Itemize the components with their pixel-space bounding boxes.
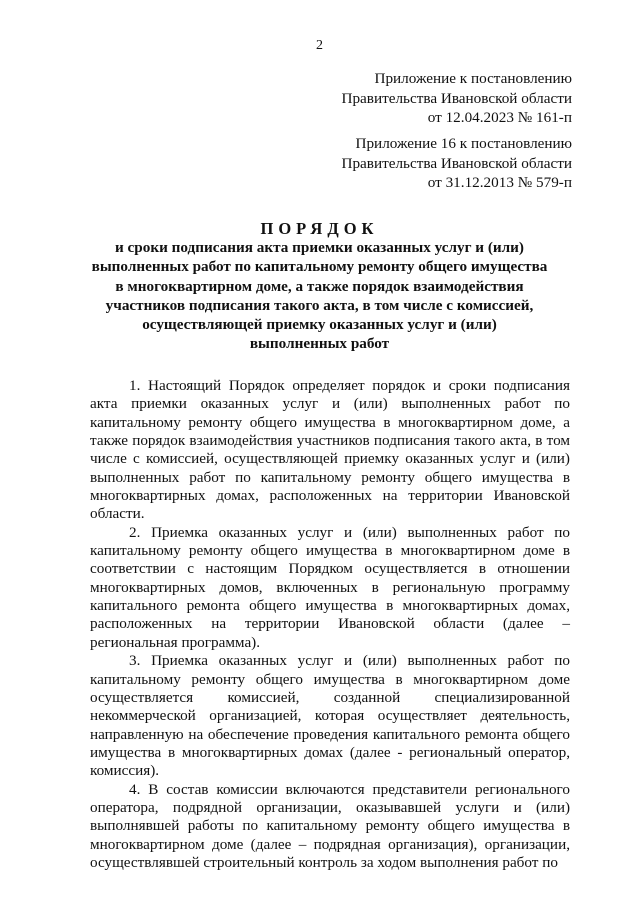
paragraph-2: 2. Приемка оказанных услуг и (или) выполненных работ по капитальному ремонту общего имущества в многоквартирном доме в соответствии с настоящим Порядком осуществляется в отношении многоквартирных домов, включенных в региональную программу капитального ремонта общего имущества в многоквартирных домах, расположенных на территории Ивановской области (далее – региональная программа). <box>90 523 570 651</box>
subtitle-line: участников подписания такого акта, в том числе с комиссией, <box>105 296 534 314</box>
page-number: 2 <box>316 38 323 53</box>
subtitle-line: в многоквартирном доме, а также порядок взаимодействия <box>115 277 524 295</box>
document-title: ПОРЯДОК <box>260 219 379 238</box>
appendix-line: Правительства Ивановской области <box>341 89 572 107</box>
appendix-line: от 12.04.2023 № 161-п <box>427 109 572 126</box>
document-subtitle <box>0 238 639 354</box>
appendix-line: от 31.12.2013 № 579-п <box>427 174 572 191</box>
appendix-header-current <box>342 69 573 128</box>
subtitle-line: осуществляющей приемку оказанных услуг и (или) <box>142 316 497 334</box>
appendix-line: Приложение к постановлению <box>374 70 572 87</box>
subtitle-line: и сроки подписания акта приемки оказанных услуг и (или) <box>115 239 524 256</box>
subtitle-line: выполненных работ <box>249 335 390 353</box>
paragraph-4: 4. В состав комиссии включаются представители регионального оператора, подрядной организации, оказывавшей услуги и (или) выполнявшей работы по капитальному ремонту общего имущества в многоквартирном доме (далее – подрядная организация), организации, осуществлявшей строительный контроль за ходом выполнения работ по <box>90 780 570 871</box>
appendix-header-original <box>342 134 573 193</box>
document-body <box>90 377 570 872</box>
paragraph-1: 1. Настоящий Порядок определяет порядок и сроки подписания акта приемки оказанных услуг и (или) выполненных работ по капитальному ремонту общего имущества в многоквартирном доме, а также порядок взаимодействия участников подписания такого акта, в том числе с комиссией, осуществляющей приемку оказанных услуг и (или) выполненных работ по капитальному ремонту общего имущества в многоквартирных домах, расположенных на территории Ивановской области. <box>90 377 570 523</box>
subtitle-line: выполненных работ по капитальному ремонту общего имущества <box>91 258 548 276</box>
paragraph-3: 3. Приемка оказанных услуг и (или) выполненных работ по капитальному ремонту общего имущества в многоквартирном доме осуществляется комиссией, созданной специализированной некоммерческой организацией, которая осуществляет деятельность, направленную на обеспечение проведения капитального ремонта общего имущества в многоквартирных домах (далее - региональный оператор, комиссия). <box>90 652 570 780</box>
appendix-line: Правительства Ивановской области <box>341 154 572 172</box>
appendix-line: Приложение 16 к постановлению <box>355 135 572 152</box>
